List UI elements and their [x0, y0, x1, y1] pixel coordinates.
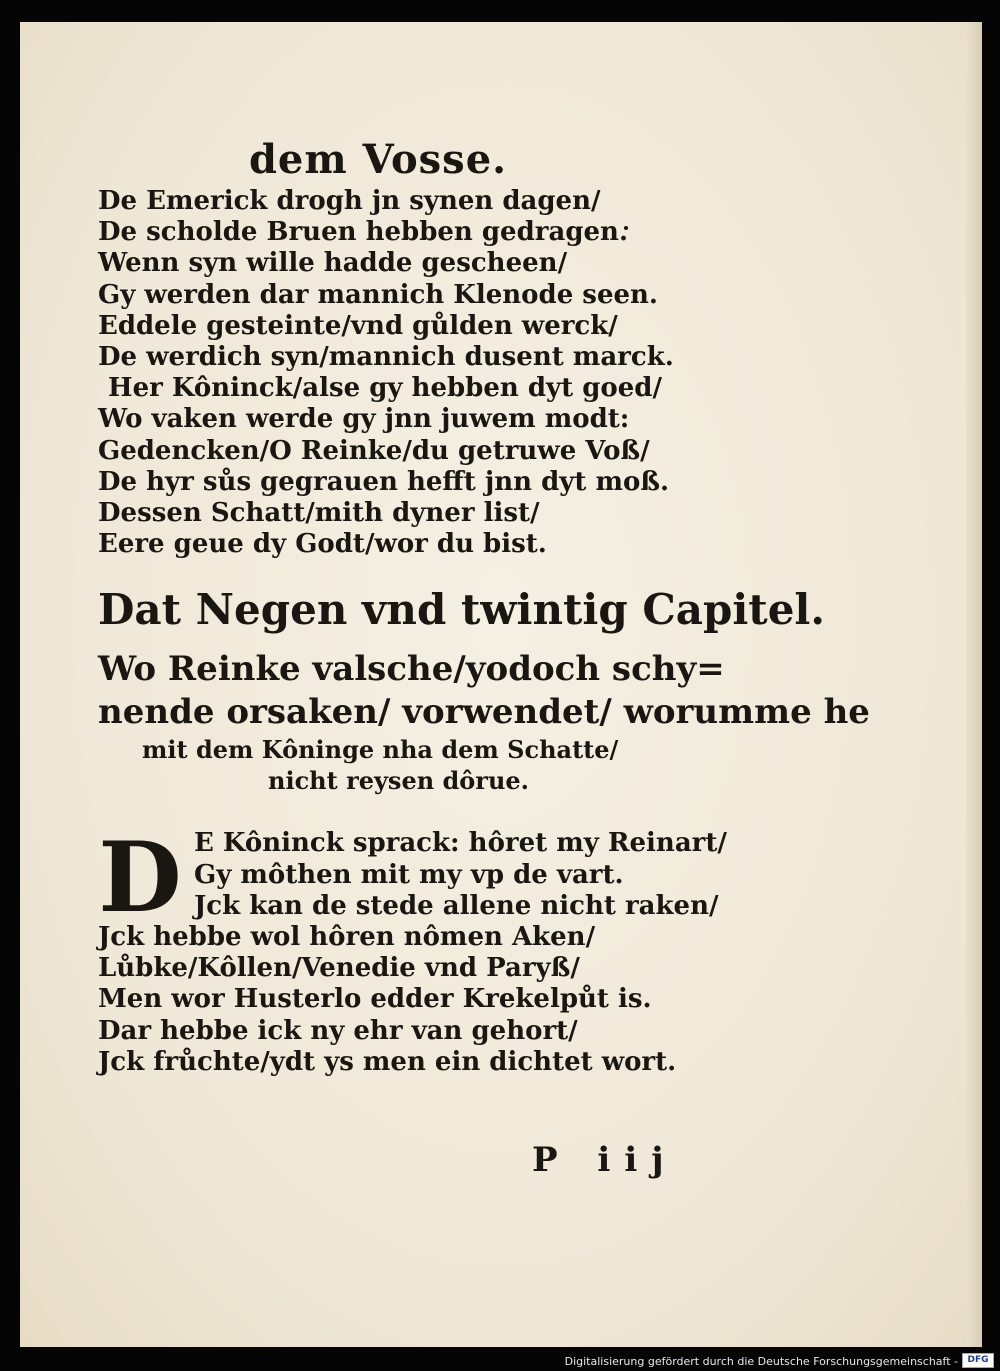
- chapter-title: Dat Negen vnd twintig Capitel.: [98, 585, 826, 635]
- verse-line: Wenn syn wille hadde gescheen/: [98, 248, 568, 279]
- verse-line: Jck frůchte/ydt ys men ein dichtet wort.: [98, 1046, 677, 1077]
- verse-line: Her Kôninck/alse gy hebben dyt goed/: [108, 373, 662, 404]
- summary-line: Wo Reinke valsche/yodoch schy=: [98, 649, 725, 690]
- summary-line: nicht reysen dôrue.: [268, 766, 530, 796]
- verse-line: Jck kan de stede allene nicht raken/: [194, 890, 719, 921]
- verse-bottom: [98, 922, 818, 1078]
- verse-line: Eere geue dy Godt/wor du bist.: [98, 529, 547, 560]
- footer-credit: Digitalisierung gefördert durch die Deutsche Forschungsgemeinschaft -: [564, 1355, 958, 1368]
- verse-line: Jck hebbe wol hôren nômen Aken/: [98, 922, 596, 953]
- page-text: [98, 134, 870, 1078]
- footer-bar: [0, 1351, 1000, 1371]
- verse-with-initial: [98, 821, 818, 1078]
- drop-initial: D: [98, 821, 182, 935]
- book-page: [20, 22, 982, 1347]
- running-head: dem Vosse.: [248, 136, 508, 183]
- verse-line: De hyr sůs gegrauen hefft jnn dyt moß.: [98, 466, 670, 497]
- verse-line: Eddele gesteinte/vnd gůlden werck/: [98, 310, 618, 341]
- verse-line: Gy môthen mit my vp de vart.: [194, 859, 624, 890]
- verse-line: Gy werden dar mannich Klenode seen.: [98, 279, 658, 310]
- verse-line: Wo vaken werde gy jnn juwem modt:: [98, 404, 630, 435]
- summary-line: mit dem Kôninge nha dem Schatte/: [142, 735, 619, 765]
- signature-mark: P iij: [532, 1140, 678, 1180]
- chapter-summary: [98, 648, 870, 796]
- verse-top: [98, 186, 818, 560]
- verse-line: Men wor Husterlo edder Krekelpůt is.: [98, 984, 652, 1015]
- verse-line: De werdich syn/mannich dusent marck.: [98, 342, 674, 373]
- verse-line: Gedencken/O Reinke/du getruwe Voß/: [98, 435, 650, 466]
- verse-line: Dar hebbe ick ny ehr van gehort/: [98, 1015, 578, 1046]
- initial-lines: [98, 828, 818, 922]
- dfg-logo-icon: DFG: [962, 1353, 994, 1368]
- page-gutter: [966, 22, 982, 1347]
- summary-line: nende orsaken/ vorwendet/ worumme he: [98, 692, 870, 733]
- verse-line: De Emerick drogh jn synen dagen/: [98, 186, 601, 216]
- verse-line: E Kôninck sprack: hôret my Reinart/: [194, 828, 727, 859]
- verse-line: De scholde Bruen hebben gedragen.: [98, 217, 629, 248]
- verse-line: Lůbke/Kôllen/Venedie vnd Paryß/: [98, 953, 580, 984]
- verse-line: Dessen Schatt/mith dyner list/: [98, 498, 540, 529]
